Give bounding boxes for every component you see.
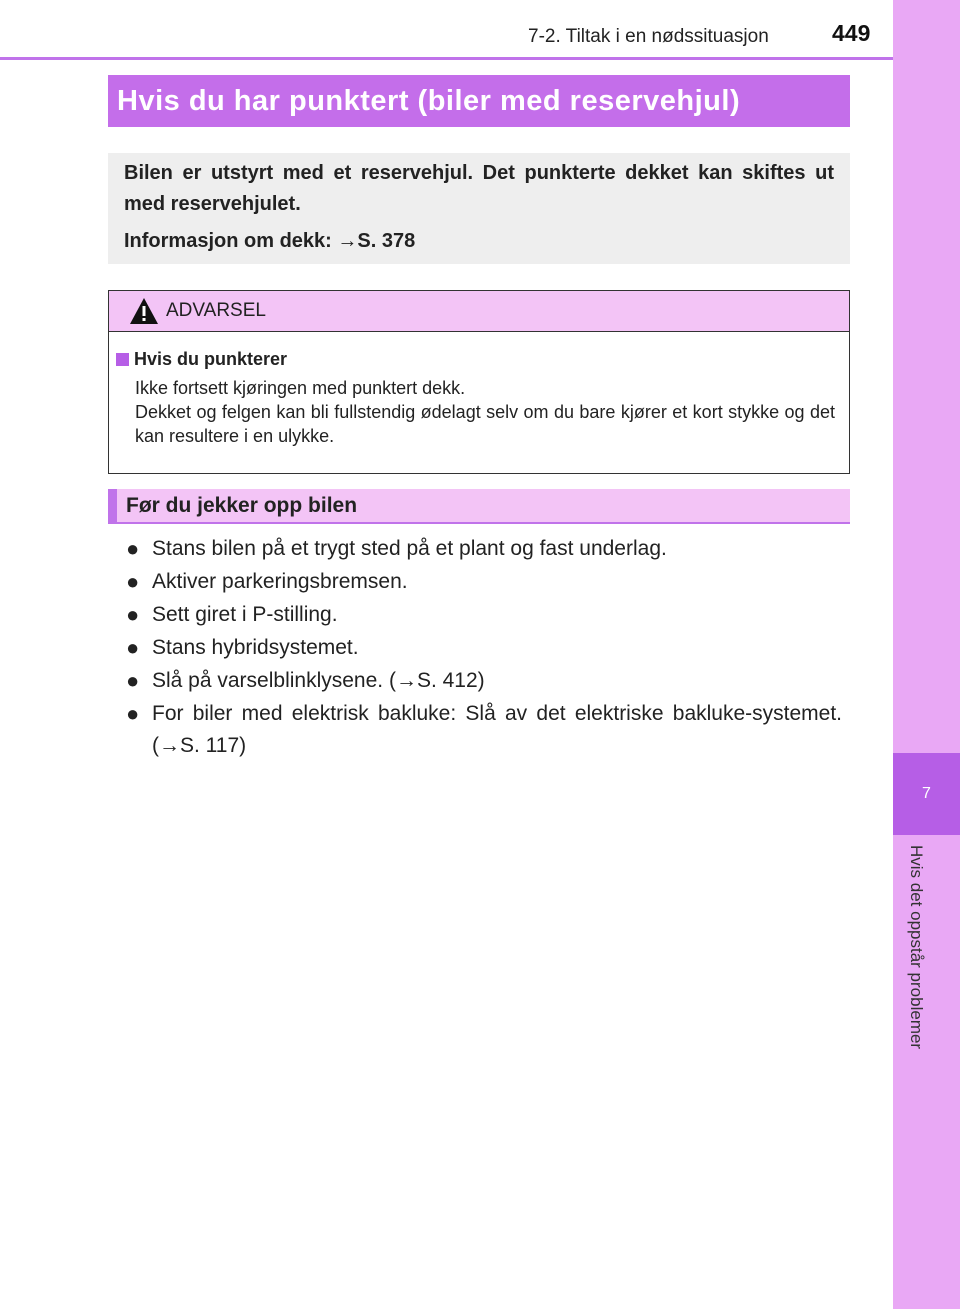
list-item-text: Stans hybridsystemet.: [152, 636, 359, 659]
square-bullet-icon: [116, 353, 129, 366]
intro-box: [108, 153, 850, 264]
bullet-icon: ●: [126, 635, 140, 660]
list-item: [126, 665, 842, 697]
list-item-text: Stans bilen på et trygt sted på et plant og fast underlag.: [152, 537, 667, 560]
list-item-text: Sett giret i P-stilling.: [152, 603, 338, 626]
section-heading-accent: [108, 489, 117, 524]
bullet-icon: ●: [126, 602, 140, 627]
section-heading: [108, 489, 850, 524]
list-item: [126, 566, 842, 598]
warning-title: ADVARSEL: [166, 300, 266, 321]
bullet-icon: ●: [126, 668, 140, 693]
side-tab-bar: [893, 0, 960, 1309]
bullet-icon: ●: [126, 569, 140, 594]
list-item-text: Aktiver parkeringsbremsen.: [152, 570, 408, 593]
list-item-text: For biler med elektrisk bakluke: Slå av det elektriske bakluke-systemet. (→S. 117): [152, 702, 842, 757]
warning-subheading-text: Hvis du punkterer: [134, 349, 288, 369]
chapter-label: Hvis det oppstår problemer: [907, 845, 926, 1050]
header-divider: [0, 57, 893, 60]
warning-body: [109, 332, 849, 448]
warning-text: [116, 376, 835, 448]
intro-text: Bilen er utstyrt med et reservehjul. Det punkterte dekket kan skiftes ut med reservehjulet.: [124, 162, 834, 215]
list-item-text: Slå på varselblinklysene. (→S. 412): [152, 669, 485, 692]
chapter-number: 7: [893, 753, 960, 835]
warning-header: [109, 291, 849, 332]
section-title: Før du jekker opp bilen: [126, 494, 358, 517]
warning-box: [108, 290, 850, 474]
warning-line: Dekket og felgen kan bli fullstendig ødelagt selv om du bare kjører et kort stykke og det kan resultere i en ulykke.: [135, 402, 835, 446]
list-item: [126, 533, 842, 565]
bullet-list: [126, 533, 842, 763]
intro-reference: Informasjon om dekk: →S. 378: [124, 230, 416, 252]
warning-icon: [128, 296, 160, 326]
list-item: [126, 632, 842, 664]
list-item: [126, 599, 842, 631]
warning-subheading: [116, 349, 835, 370]
warning-line: Ikke fortsett kjøringen med punktert dekk.: [135, 378, 466, 398]
page-title: Hvis du har punktert (biler med reservehjul): [108, 75, 850, 127]
bullet-icon: ●: [126, 701, 140, 726]
header-section: 7-2. Tiltak i en nødssituasjon: [528, 26, 769, 47]
list-item: [126, 698, 842, 762]
bullet-icon: ●: [126, 536, 140, 561]
page-number: 449: [832, 20, 871, 46]
